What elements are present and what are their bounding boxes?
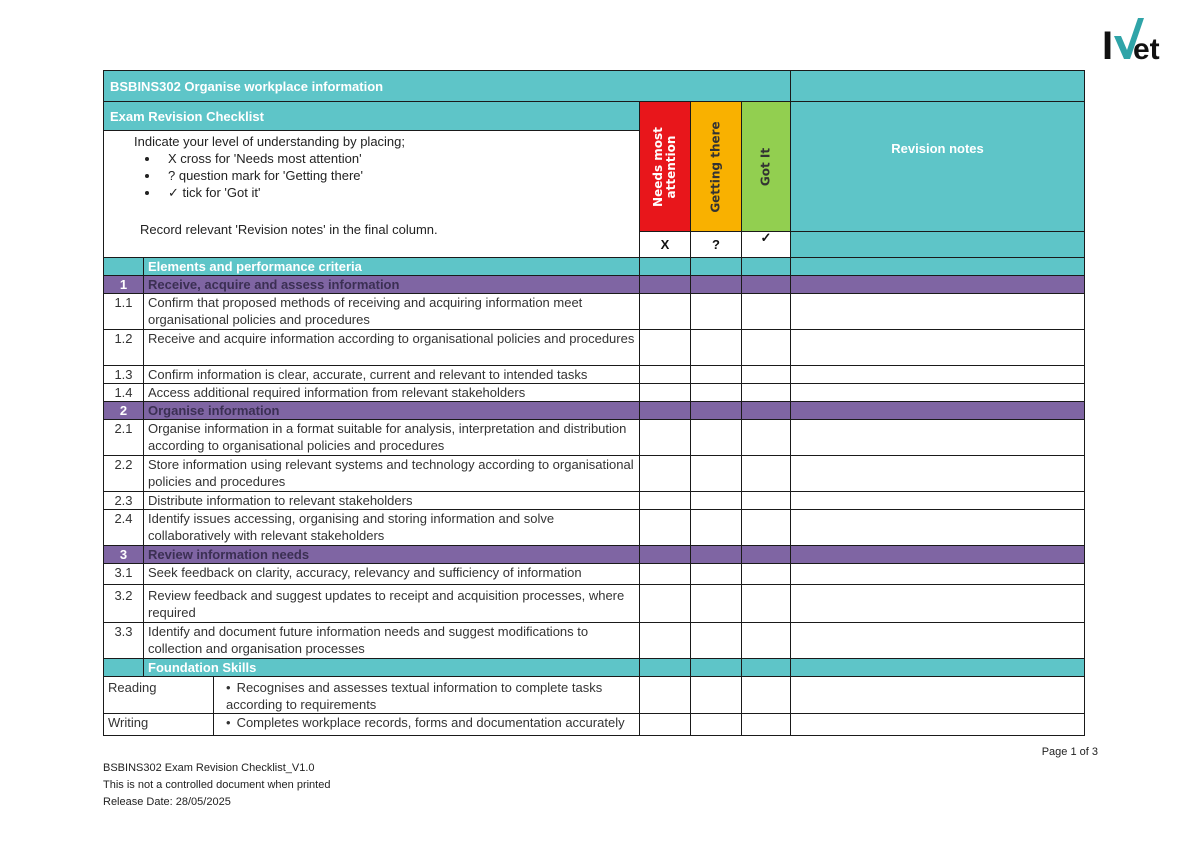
level-cell[interactable] (691, 585, 742, 623)
level-getting-there (691, 102, 742, 232)
revision-notes-cell[interactable] (791, 714, 1085, 736)
table-row (104, 564, 1085, 585)
elements-header: Elements and performance criteria (144, 258, 640, 276)
ivet-logo (1100, 12, 1170, 64)
section-row (104, 402, 1085, 420)
level-cell[interactable] (640, 564, 691, 585)
level-cell[interactable] (742, 677, 791, 714)
criterion-text: Receive and acquire information according to organisational policies and procedures (144, 330, 640, 366)
table-row (104, 420, 1085, 456)
level-cell[interactable] (742, 623, 791, 659)
level-cell[interactable] (691, 623, 742, 659)
section-title: Receive, acquire and assess information (144, 276, 640, 294)
skill-name: Writing (104, 714, 214, 736)
level-cell[interactable] (742, 492, 791, 510)
level-cell[interactable] (742, 366, 791, 384)
section-title: Organise information (144, 402, 640, 420)
criterion-text: Organise information in a format suitable for analysis, interpretation and distribution according to organisational policies and procedures (144, 420, 640, 456)
level-cell[interactable] (691, 384, 742, 402)
criterion-number: 2.2 (104, 456, 144, 492)
level-cell[interactable] (742, 564, 791, 585)
level-cell[interactable] (691, 492, 742, 510)
table-row (104, 623, 1085, 659)
revision-notes-cell[interactable] (791, 420, 1085, 456)
level-cell[interactable] (691, 366, 742, 384)
criterion-text: Identify issues accessing, organising and storing information and solve collaboratively with relevant stakeholders (144, 510, 640, 546)
level-cell[interactable] (691, 714, 742, 736)
criterion-text: Access additional required information from relevant stakeholders (144, 384, 640, 402)
symbol-question: ? (691, 232, 742, 258)
level-cell[interactable] (640, 456, 691, 492)
criterion-number: 1.2 (104, 330, 144, 366)
instructions-list (134, 150, 631, 201)
level-cell[interactable] (691, 677, 742, 714)
revision-notes-header: Revision notes (791, 102, 1085, 232)
skill-name: Reading (104, 677, 214, 714)
unit-title: BSBINS302 Organise workplace information (104, 71, 791, 102)
instruction-item: • ? question mark for 'Getting there' (160, 167, 631, 184)
footer (103, 760, 330, 811)
level-cell[interactable] (640, 677, 691, 714)
section-number: 3 (104, 546, 144, 564)
svg-text:et: et (1133, 33, 1160, 64)
criterion-number: 2.3 (104, 492, 144, 510)
table-row (104, 677, 1085, 714)
level-cell[interactable] (640, 623, 691, 659)
symbol-cross: X (640, 232, 691, 258)
level-cell[interactable] (691, 330, 742, 366)
revision-notes-cell[interactable] (791, 623, 1085, 659)
table-row (104, 585, 1085, 623)
level-cell[interactable] (691, 456, 742, 492)
footer-release-date: Release Date: 28/05/2025 (103, 796, 231, 808)
criterion-number: 3.3 (104, 623, 144, 659)
level-cell[interactable] (691, 510, 742, 546)
table-row (104, 492, 1085, 510)
level-cell[interactable] (640, 510, 691, 546)
criterion-text: Review feedback and suggest updates to receipt and acquisition processes, where required (144, 585, 640, 623)
table-row (104, 510, 1085, 546)
level-cell[interactable] (640, 714, 691, 736)
revision-notes-cell[interactable] (791, 330, 1085, 366)
criterion-text: Store information using relevant systems and technology according to organisational policies and procedures (144, 456, 640, 492)
level-cell[interactable] (640, 585, 691, 623)
table-row (104, 294, 1085, 330)
section-row (104, 546, 1085, 564)
criterion-number: 3.1 (104, 564, 144, 585)
level-cell[interactable] (742, 456, 791, 492)
level-cell[interactable] (742, 585, 791, 623)
table-row (104, 366, 1085, 384)
instruction-item: • X cross for 'Needs most attention' (160, 150, 631, 167)
revision-notes-cell[interactable] (791, 564, 1085, 585)
page-number: Page 1 of 3 (1041, 746, 1098, 758)
level-cell[interactable] (691, 294, 742, 330)
criterion-text: Confirm information is clear, accurate, current and relevant to intended tasks (144, 366, 640, 384)
level-cell[interactable] (742, 714, 791, 736)
revision-notes-cell[interactable] (791, 492, 1085, 510)
instruction-item: • ✓ tick for 'Got it' (160, 184, 631, 201)
level-needs-attention-label: Needs most attention (651, 126, 678, 207)
level-got-it-label: Got It (758, 147, 773, 186)
level-cell[interactable] (742, 420, 791, 456)
level-cell[interactable] (742, 294, 791, 330)
criterion-text: Distribute information to relevant stakeholders (144, 492, 640, 510)
level-cell[interactable] (691, 564, 742, 585)
level-cell[interactable] (742, 330, 791, 366)
symbol-tick: ✓ (742, 232, 791, 258)
table-row (104, 714, 1085, 736)
skill-description: • Completes workplace records, forms and documentation accurately (214, 714, 640, 736)
table-row (104, 330, 1085, 366)
level-cell[interactable] (640, 492, 691, 510)
table-row (104, 456, 1085, 492)
criterion-number: 3.2 (104, 585, 144, 623)
criterion-text: Identify and document future information needs and suggest modifications to collection and organisation processes (144, 623, 640, 659)
skill-description: • Recognises and assesses textual information to complete tasks according to requirements (214, 677, 640, 714)
instructions-record: Record relevant 'Revision notes' in the final column. (140, 222, 438, 237)
instructions-intro: Indicate your level of understanding by placing; (134, 134, 406, 149)
level-cell[interactable] (640, 384, 691, 402)
section-number: 1 (104, 276, 144, 294)
revision-notes-cell[interactable] (791, 384, 1085, 402)
foundation-skills-header: Foundation Skills (144, 659, 640, 677)
criterion-number: 1.4 (104, 384, 144, 402)
criterion-number: 2.1 (104, 420, 144, 456)
level-cell[interactable] (640, 330, 691, 366)
level-cell[interactable] (691, 420, 742, 456)
criterion-number: 1.1 (104, 294, 144, 330)
revision-notes-blank (791, 232, 1085, 258)
revision-notes-cell[interactable] (791, 510, 1085, 546)
checklist-subtitle: Exam Revision Checklist (104, 102, 640, 131)
level-cell[interactable] (640, 366, 691, 384)
revision-checklist-table (103, 70, 1085, 736)
level-cell[interactable] (742, 384, 791, 402)
section-number: 2 (104, 402, 144, 420)
table-row (104, 384, 1085, 402)
revision-notes-cell[interactable] (791, 585, 1085, 623)
level-cell[interactable] (742, 510, 791, 546)
footer-control-note: This is not a controlled document when printed (103, 779, 331, 791)
revision-notes-cell[interactable] (791, 456, 1085, 492)
level-cell[interactable] (640, 420, 691, 456)
svg-text:I: I (1102, 24, 1114, 64)
criterion-text: Seek feedback on clarity, accuracy, relevancy and sufficiency of information (144, 564, 640, 585)
title-blank-cell (791, 71, 1085, 102)
section-title: Review information needs (144, 546, 640, 564)
level-getting-there-label: Getting there (708, 120, 723, 213)
revision-notes-cell[interactable] (791, 294, 1085, 330)
footer-doc-name: BSBINS302 Exam Revision Checklist_V1.0 (103, 762, 315, 774)
criterion-text: Confirm that proposed methods of receiving and acquiring information meet organisational policies and procedures (144, 294, 640, 330)
revision-notes-cell[interactable] (791, 366, 1085, 384)
level-got-it (742, 102, 791, 232)
level-needs-attention (640, 102, 691, 232)
criterion-number: 2.4 (104, 510, 144, 546)
level-cell[interactable] (640, 294, 691, 330)
instructions (104, 131, 640, 258)
revision-notes-cell[interactable] (791, 677, 1085, 714)
section-row (104, 276, 1085, 294)
criterion-number: 1.3 (104, 366, 144, 384)
